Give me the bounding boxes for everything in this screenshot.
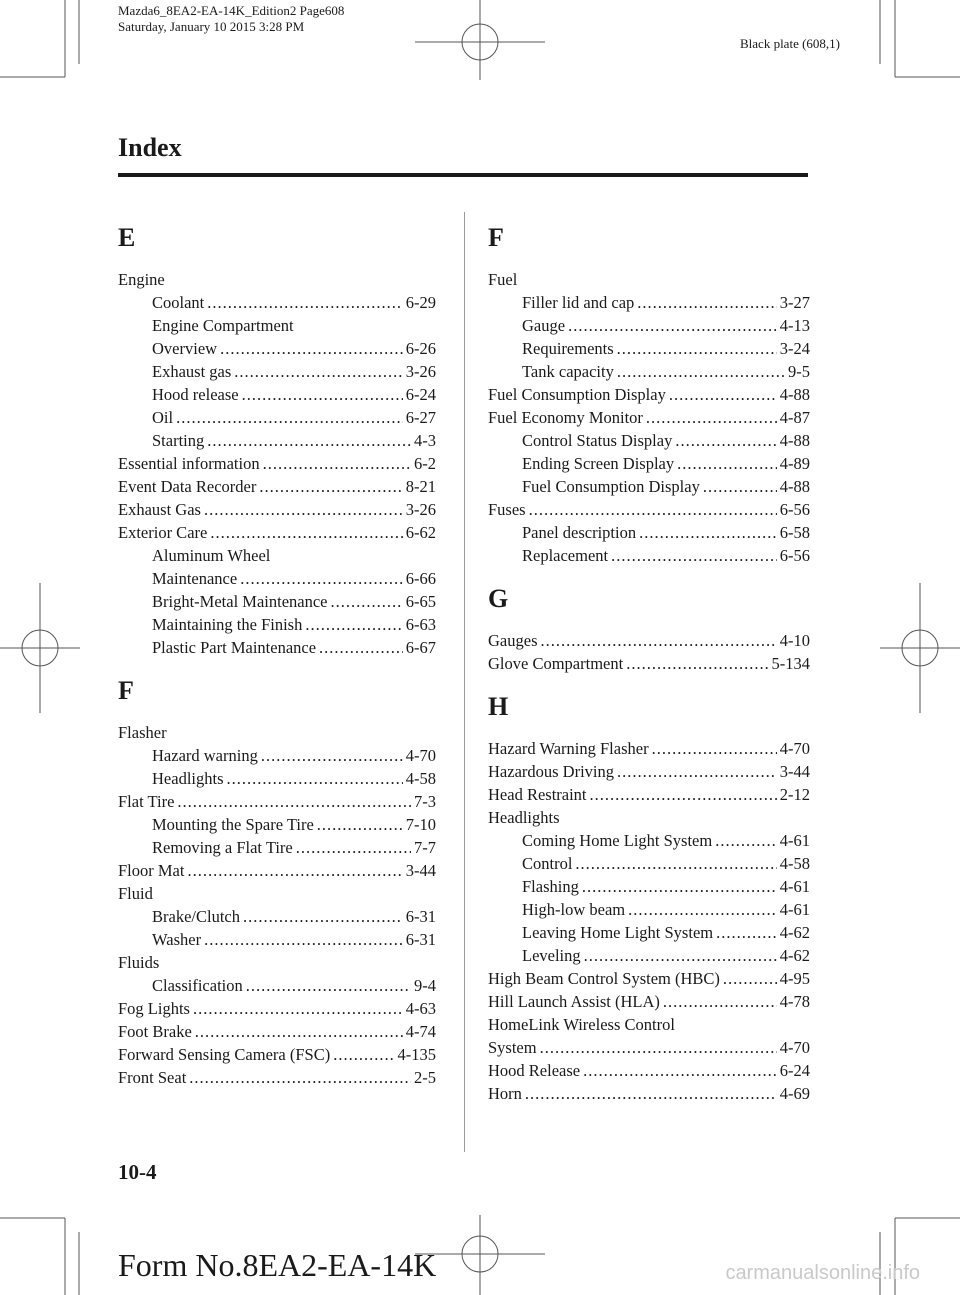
- index-page-ref: 6-31: [405, 907, 436, 926]
- index-subentry: [488, 544, 810, 567]
- dot-leader: [637, 291, 776, 314]
- dot-leader: [220, 337, 403, 360]
- index-subentry: [118, 613, 436, 636]
- index-subentry: [488, 337, 810, 360]
- index-page-ref: 4-63: [405, 999, 436, 1018]
- dot-leader: [204, 498, 403, 521]
- index-subentry: [118, 429, 436, 452]
- index-column-left: [118, 210, 436, 1089]
- index-entry: [488, 1036, 810, 1059]
- index-subentry: [488, 521, 810, 544]
- dot-leader: [187, 859, 402, 882]
- dot-leader: [703, 475, 777, 498]
- index-term: Maintenance: [152, 569, 238, 588]
- dot-leader: [333, 1043, 394, 1066]
- index-subentry: [118, 291, 436, 314]
- index-subentry: [118, 360, 436, 383]
- index-term: Flat Tire: [118, 792, 175, 811]
- index-term: System: [488, 1038, 537, 1057]
- index-subentry: [488, 360, 810, 383]
- index-entry: [488, 1013, 810, 1036]
- index-page-ref: 8-21: [405, 477, 436, 496]
- index-page-ref: 3-26: [405, 362, 436, 381]
- index-entry: [118, 951, 436, 974]
- index-subentry: [118, 590, 436, 613]
- dot-leader: [716, 921, 777, 944]
- index-subentry: [488, 852, 810, 875]
- index-page-ref: 6-63: [405, 615, 436, 634]
- index-term: Essential information: [118, 454, 260, 473]
- index-subentry: [118, 567, 436, 590]
- index-letter: E: [118, 223, 136, 252]
- dot-leader: [639, 521, 777, 544]
- index-column-right: [488, 210, 810, 1105]
- index-term: Starting: [152, 431, 205, 450]
- index-page-ref: 2-5: [414, 1068, 436, 1087]
- index-term: Hazard warning: [152, 746, 258, 765]
- index-term: Engine Compartment: [152, 316, 294, 335]
- index-entry: [118, 521, 436, 544]
- index-entry: [488, 498, 810, 521]
- dot-leader: [259, 475, 402, 498]
- index-term: Control: [522, 854, 573, 873]
- index-term: Removing a Flat Tire: [152, 838, 293, 857]
- index-page-ref: 6-56: [779, 546, 810, 565]
- index-subentry: [488, 898, 810, 921]
- dot-leader: [626, 652, 768, 675]
- index-page-ref: 4-89: [779, 454, 810, 473]
- title-rule: [118, 173, 808, 177]
- index-term: Ending Screen Display: [522, 454, 675, 473]
- dot-leader: [246, 974, 411, 997]
- index-page-ref: 2-12: [779, 785, 810, 804]
- index-term: Headlights: [152, 769, 224, 788]
- index-term: Fluids: [118, 953, 160, 972]
- index-term: Exhaust gas: [152, 362, 232, 381]
- index-subentry: [488, 475, 810, 498]
- index-entry: [488, 1082, 810, 1105]
- index-page-ref: 6-67: [405, 638, 436, 657]
- dot-leader: [193, 997, 403, 1020]
- index-term: Fog Lights: [118, 999, 190, 1018]
- index-term: Filler lid and cap: [522, 293, 635, 312]
- index-page-ref: 6-62: [405, 523, 436, 542]
- index-page-ref: 4-3: [414, 431, 436, 450]
- dot-leader: [525, 1082, 777, 1105]
- index-subentry: [488, 875, 810, 898]
- index-term: Front Seat: [118, 1068, 187, 1087]
- index-term: Hazard Warning Flasher: [488, 739, 649, 758]
- index-page-ref: 7-3: [414, 792, 436, 811]
- index-page-ref: 4-95: [779, 969, 810, 988]
- index-page-ref: 4-69: [779, 1084, 810, 1103]
- index-entry: [118, 790, 436, 813]
- index-entry: [118, 1066, 436, 1089]
- index-entry: [488, 268, 810, 291]
- index-entry: [118, 1043, 436, 1066]
- index-term: Leveling: [522, 946, 581, 965]
- plate-info: [118, 3, 344, 35]
- index-subentry: [488, 829, 810, 852]
- dot-leader: [529, 498, 777, 521]
- index-subentry: [118, 813, 436, 836]
- dot-leader: [227, 767, 403, 790]
- index-subentry: [118, 974, 436, 997]
- index-term: Horn: [488, 1084, 522, 1103]
- index-term: Flasher: [118, 723, 167, 742]
- index-page-ref: 4-10: [779, 631, 810, 650]
- index-subentry: [488, 921, 810, 944]
- index-entry: [488, 383, 810, 406]
- dot-leader: [617, 337, 777, 360]
- index-entry: [488, 990, 810, 1013]
- dot-leader: [582, 875, 777, 898]
- index-page-ref: 4-58: [405, 769, 436, 788]
- index-letter: F: [488, 223, 504, 252]
- index-term: Fuel Economy Monitor: [488, 408, 643, 427]
- index-group: [488, 687, 810, 1105]
- dot-leader: [628, 898, 777, 921]
- index-group: [488, 218, 810, 567]
- dot-leader: [263, 452, 411, 475]
- index-term: Classification: [152, 976, 243, 995]
- index-page-ref: 6-66: [405, 569, 436, 588]
- index-group: [118, 218, 436, 659]
- index-page-ref: 4-70: [779, 1038, 810, 1057]
- index-term: Washer: [152, 930, 202, 949]
- plate-info-line: Mazda6_8EA2-EA-14K_Edition2 Page608: [118, 3, 345, 18]
- dot-leader: [540, 1036, 777, 1059]
- dot-leader: [715, 829, 777, 852]
- index-term: Foot Brake: [118, 1022, 192, 1041]
- index-term: Glove Compartment: [488, 654, 624, 673]
- index-term: Hood release: [152, 385, 239, 404]
- index-subentry: [118, 406, 436, 429]
- index-letter: F: [118, 676, 134, 705]
- dot-leader: [663, 990, 777, 1013]
- dot-leader: [261, 744, 403, 767]
- dot-leader: [243, 905, 403, 928]
- index-page-ref: 6-24: [405, 385, 436, 404]
- watermark: carmanualsonline.info: [725, 1262, 920, 1284]
- index-page-ref: 6-2: [414, 454, 436, 473]
- index-term: Coolant: [152, 293, 205, 312]
- index-term: Hill Launch Assist (HLA): [488, 992, 660, 1011]
- dot-leader: [675, 429, 776, 452]
- index-subentry: [488, 291, 810, 314]
- dot-leader: [540, 629, 776, 652]
- index-term: Maintaining the Finish: [152, 615, 303, 634]
- index-term: Overview: [152, 339, 218, 358]
- index-term: Panel description: [522, 523, 637, 542]
- index-page-ref: 4-70: [405, 746, 436, 765]
- dot-leader: [669, 383, 777, 406]
- index-page-ref: 3-24: [779, 339, 810, 358]
- index-subentry: [118, 544, 436, 567]
- index-term: Head Restraint: [488, 785, 587, 804]
- index-entry: [488, 737, 810, 760]
- index-page-ref: 9-4: [414, 976, 436, 995]
- index-page-ref: 4-88: [779, 477, 810, 496]
- index-term: High Beam Control System (HBC): [488, 969, 720, 988]
- index-entry: [488, 1059, 810, 1082]
- section-title: Index: [118, 133, 182, 162]
- index-subentry: [488, 429, 810, 452]
- page-number: 10-4: [118, 1160, 157, 1184]
- index-subentry: [118, 314, 436, 337]
- index-subentry: [488, 452, 810, 475]
- dot-leader: [584, 944, 777, 967]
- index-page-ref: 4-61: [779, 877, 810, 896]
- index-term: Leaving Home Light System: [522, 923, 714, 942]
- index-entry: [488, 652, 810, 675]
- form-number: Form No.8EA2-EA-14K: [118, 1247, 437, 1283]
- index-subentry: [118, 905, 436, 928]
- index-term: Coming Home Light System: [522, 831, 713, 850]
- index-subentry: [118, 383, 436, 406]
- index-entry: [488, 406, 810, 429]
- index-page-ref: 4-61: [779, 831, 810, 850]
- index-page-ref: 4-88: [779, 431, 810, 450]
- index-page-ref: 7-10: [405, 815, 436, 834]
- dot-leader: [723, 967, 777, 990]
- index-entry: [118, 268, 436, 291]
- index-term: Fuel: [488, 270, 518, 289]
- dot-leader: [242, 383, 403, 406]
- dot-leader: [330, 590, 402, 613]
- index-entry: [118, 475, 436, 498]
- index-page-ref: 7-7: [414, 838, 436, 857]
- dot-leader: [207, 429, 411, 452]
- index-term: Flashing: [522, 877, 579, 896]
- index-entry: [118, 859, 436, 882]
- dot-leader: [195, 1020, 403, 1043]
- index-subentry: [118, 337, 436, 360]
- index-page-ref: 3-44: [779, 762, 810, 781]
- index-entry: [488, 629, 810, 652]
- index-term: Gauges: [488, 631, 538, 650]
- index-page-ref: 4-78: [779, 992, 810, 1011]
- index-page-ref: 6-58: [779, 523, 810, 542]
- index-page-ref: 3-44: [405, 861, 436, 880]
- index-term: Engine: [118, 270, 165, 289]
- index-subentry: [118, 744, 436, 767]
- dot-leader: [305, 613, 402, 636]
- index-page-ref: 4-70: [779, 739, 810, 758]
- index-term: Fuses: [488, 500, 526, 519]
- index-subentry: [118, 767, 436, 790]
- index-page-ref: 9-5: [788, 362, 810, 381]
- index-page-ref: 6-26: [405, 339, 436, 358]
- index-term: Fuel Consumption Display: [488, 385, 666, 404]
- index-term: Fuel Consumption Display: [522, 477, 700, 496]
- index-term: Brake/Clutch: [152, 907, 240, 926]
- dot-leader: [204, 928, 403, 951]
- index-term: Event Data Recorder: [118, 477, 257, 496]
- dot-leader: [189, 1066, 411, 1089]
- index-group: [488, 579, 810, 675]
- dot-leader: [617, 760, 777, 783]
- index-page-ref: 4-135: [397, 1045, 436, 1064]
- index-page-ref: 4-62: [779, 923, 810, 942]
- index-page-ref: 6-27: [405, 408, 436, 427]
- index-subentry: [488, 944, 810, 967]
- index-page-ref: 4-13: [779, 316, 810, 335]
- index-entry: [118, 1020, 436, 1043]
- index-page-ref: 6-56: [779, 500, 810, 519]
- index-page-ref: 4-74: [405, 1022, 436, 1041]
- index-term: Exterior Care: [118, 523, 208, 542]
- plate-info-line: Saturday, January 10 2015 3:28 PM: [118, 19, 305, 34]
- index-term: Tank capacity: [522, 362, 614, 381]
- index-term: Hazardous Driving: [488, 762, 615, 781]
- index-term: Control Status Display: [522, 431, 673, 450]
- index-letter: H: [488, 692, 509, 721]
- index-term: Aluminum Wheel: [152, 546, 271, 565]
- index-entry: [488, 806, 810, 829]
- index-term: High-low beam: [522, 900, 626, 919]
- dot-leader: [317, 813, 403, 836]
- index-page-ref: 3-27: [779, 293, 810, 312]
- index-page-ref: 4-88: [779, 385, 810, 404]
- dot-leader: [590, 783, 777, 806]
- dot-leader: [568, 314, 777, 337]
- dot-leader: [210, 521, 402, 544]
- index-term: Headlights: [488, 808, 560, 827]
- dot-leader: [207, 291, 403, 314]
- index-page-ref: 6-31: [405, 930, 436, 949]
- dot-leader: [617, 360, 785, 383]
- index-term: Oil: [152, 408, 174, 427]
- dot-leader: [177, 790, 411, 813]
- index-term: Gauge: [522, 316, 566, 335]
- index-page-ref: 4-61: [779, 900, 810, 919]
- dot-leader: [583, 1059, 777, 1082]
- dot-leader: [646, 406, 777, 429]
- index-term: Replacement: [522, 546, 609, 565]
- index-page-ref: 4-58: [779, 854, 810, 873]
- index-letter: G: [488, 584, 509, 613]
- dot-leader: [296, 836, 411, 859]
- index-subentry: [118, 836, 436, 859]
- index-term: Fluid: [118, 884, 153, 903]
- index-entry: [118, 997, 436, 1020]
- dot-leader: [176, 406, 403, 429]
- index-page-ref: 6-24: [779, 1061, 810, 1080]
- index-term: Hood Release: [488, 1061, 581, 1080]
- index-group: [118, 671, 436, 1089]
- index-page-ref: 5-134: [771, 654, 810, 673]
- index-term: Mounting the Spare Tire: [152, 815, 314, 834]
- index-entry: [488, 760, 810, 783]
- index-term: Bright-Metal Maintenance: [152, 592, 328, 611]
- dot-leader: [611, 544, 777, 567]
- index-entry: [118, 452, 436, 475]
- index-term: Requirements: [522, 339, 614, 358]
- dot-leader: [319, 636, 403, 659]
- dot-leader: [677, 452, 777, 475]
- index-page-ref: 6-29: [405, 293, 436, 312]
- black-plate-label: Black plate (608,1): [740, 36, 840, 51]
- index-term: Floor Mat: [118, 861, 185, 880]
- index-term: HomeLink Wireless Control: [488, 1015, 675, 1034]
- index-page-ref: 6-65: [405, 592, 436, 611]
- index-page-ref: 4-87: [779, 408, 810, 427]
- index-entry: [488, 783, 810, 806]
- dot-leader: [575, 852, 776, 875]
- index-entry: [488, 967, 810, 990]
- index-entry: [118, 498, 436, 521]
- index-entry: [118, 882, 436, 905]
- index-subentry: [118, 928, 436, 951]
- index-page-ref: 3-26: [405, 500, 436, 519]
- index-term: Exhaust Gas: [118, 500, 201, 519]
- dot-leader: [240, 567, 403, 590]
- index-page-ref: 4-62: [779, 946, 810, 965]
- dot-leader: [652, 737, 777, 760]
- index-subentry: [488, 314, 810, 337]
- index-term: Plastic Part Maintenance: [152, 638, 317, 657]
- index-term: Forward Sensing Camera (FSC): [118, 1045, 331, 1064]
- column-divider: [464, 212, 465, 1152]
- dot-leader: [234, 360, 402, 383]
- index-entry: [118, 721, 436, 744]
- index-subentry: [118, 636, 436, 659]
